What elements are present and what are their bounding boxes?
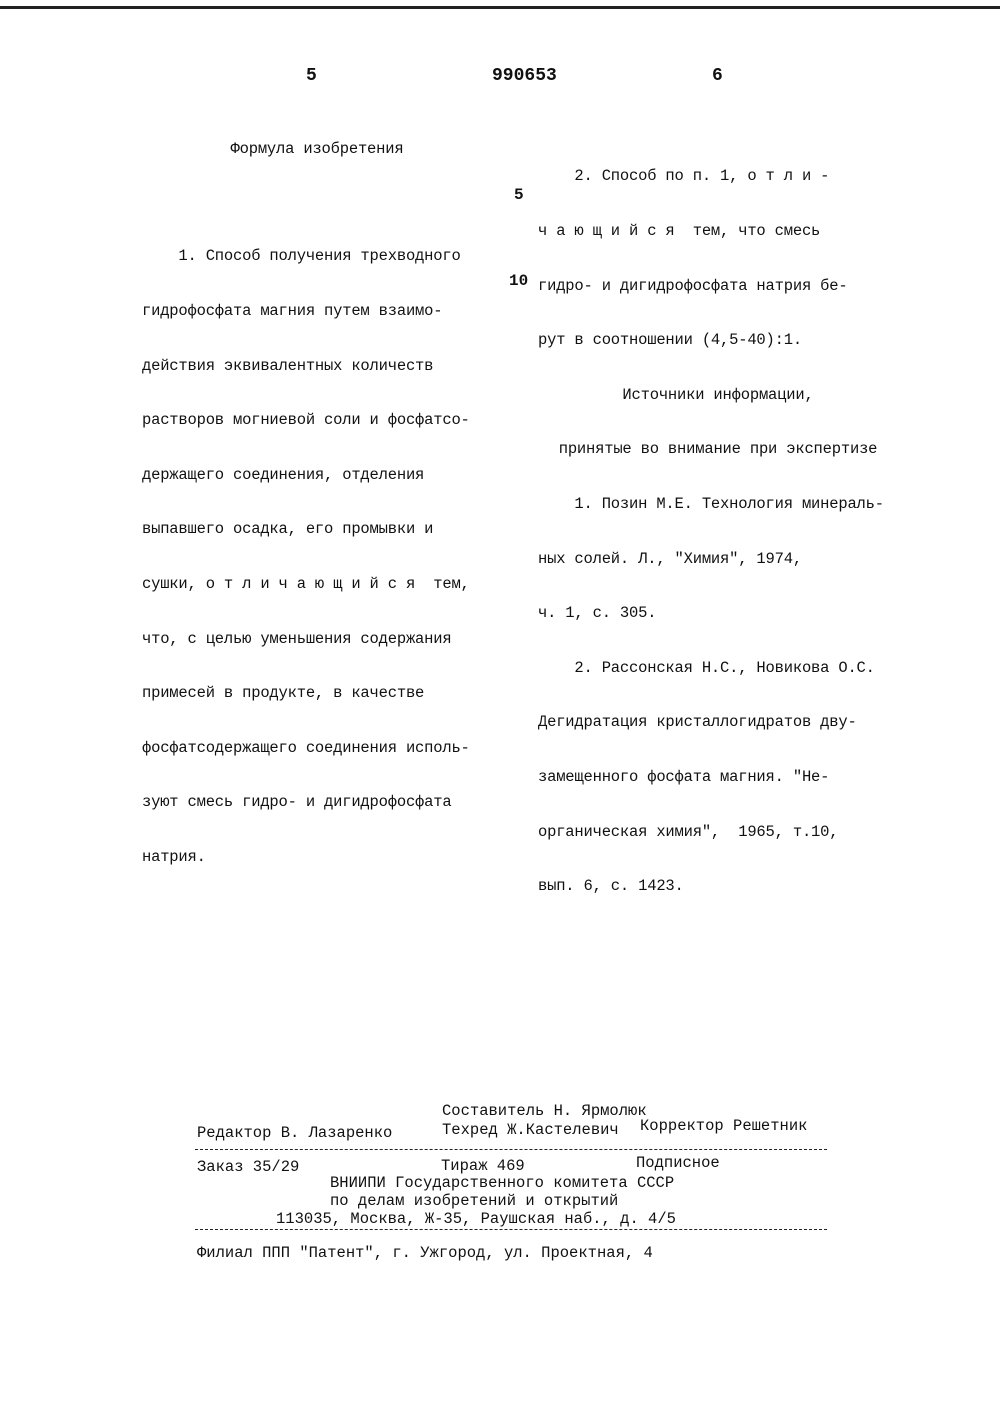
claim-line: натрия. xyxy=(142,847,206,866)
source-line: 1. Позин М.Е. Технология минераль- xyxy=(538,494,884,513)
claim-line: 1. Способ получения трехводного xyxy=(142,247,461,266)
address: 113035, Москва, Ж-35, Раушская наб., д. 4/5 xyxy=(276,1210,676,1228)
line-number-10: 10 xyxy=(509,272,529,290)
sources-heading: принятые во внимание при экспертизе xyxy=(558,440,878,459)
divider xyxy=(195,1229,827,1230)
claim-line: гидро- и дигидрофосфата натрия бе- xyxy=(538,276,848,295)
source-line: Дегидратация кристаллогидратов дву- xyxy=(538,713,857,732)
top-border-line xyxy=(0,6,1000,9)
claim-line: ч а ю щ и й с я тем, что смесь xyxy=(538,222,821,240)
claim-line: растворов могниевой соли и фосфатсо- xyxy=(142,411,470,430)
claim-line: зуют смесь гидро- и дигидрофосфата xyxy=(142,793,452,812)
patent-number: 990653 xyxy=(492,66,557,86)
compiler: Составитель Н. Ярмолюк xyxy=(442,1102,647,1120)
source-line: вып. 6, с. 1423. xyxy=(538,877,684,896)
claim-line: рут в соотношении (4,5-40):1. xyxy=(538,331,802,350)
editor: Редактор В. Лазаренко xyxy=(197,1124,393,1142)
claim-line: держащего соединения, отделения xyxy=(142,465,425,484)
page-number-left: 5 xyxy=(306,66,317,86)
sources-heading: Источники информации, xyxy=(622,385,814,404)
organization-line-1: ВНИИПИ Государственного комитета СССР xyxy=(330,1174,675,1192)
right-column xyxy=(538,131,898,914)
claim-line: фосфатсодержащего соединения исполь- xyxy=(142,738,470,757)
divider xyxy=(195,1149,827,1150)
line-number-5: 5 xyxy=(514,186,524,204)
branch: Филиал ППП "Патент", г. Ужгород, ул. Проектная, 4 xyxy=(197,1244,653,1262)
claim-line: что, с целью уменьшения содержания xyxy=(142,629,452,648)
claim-line: гидрофосфата магния путем взаимо- xyxy=(142,302,443,320)
claim-line: сушки, о т л и ч а ю щ и й с я тем, xyxy=(142,574,470,593)
claim-line: действия эквивалентных количеств xyxy=(142,356,434,375)
source-line: органическая химия", 1965, т.10, xyxy=(538,822,839,841)
order-number: Заказ 35/29 xyxy=(197,1158,300,1176)
corrector: Корректор Решетник xyxy=(640,1117,808,1135)
left-column xyxy=(142,104,492,884)
organization-line-2: по делам изобретений и открытий xyxy=(330,1192,619,1210)
subscription: Подписное xyxy=(636,1154,720,1172)
source-line: ч. 1, с. 305. xyxy=(538,604,657,623)
tech-editor: Техред Ж.Кастелевич xyxy=(442,1121,619,1139)
source-line: 2. Рассонская Н.С., Новикова О.С. xyxy=(538,658,875,677)
page-number-right: 6 xyxy=(712,66,723,86)
claim-line: примесей в продукте, в качестве xyxy=(142,684,425,703)
source-line: ных солей. Л., "Химия", 1974, xyxy=(538,549,802,568)
claim-line: выпавшего осадка, его промывки и xyxy=(142,520,434,539)
source-line: замещенного фосфата магния. "Не- xyxy=(538,767,830,786)
claims-title: Формула изобретения xyxy=(230,140,404,159)
circulation: Тираж 469 xyxy=(441,1157,525,1175)
claim-line: 2. Способ по п. 1, о т л и - xyxy=(538,167,830,186)
